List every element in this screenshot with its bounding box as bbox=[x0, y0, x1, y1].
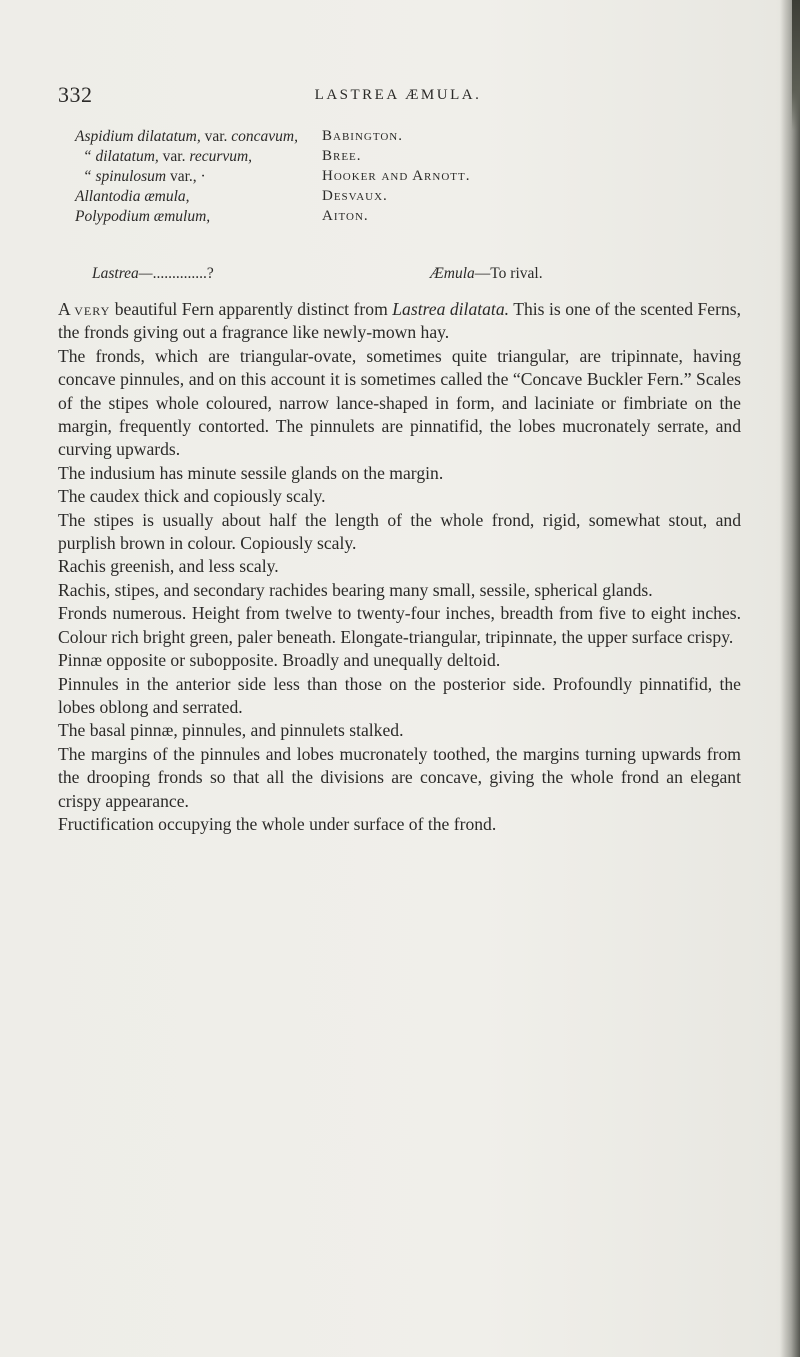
page-number: 332 bbox=[58, 82, 93, 107]
paragraph: The caudex thick and copiously scaly. bbox=[58, 486, 326, 507]
page-edge-dark bbox=[792, 0, 800, 130]
paragraph: Rachis, stipes, and secondary rachides bearing many small, sessile, spherical glands. bbox=[58, 579, 653, 600]
paragraph: Pinnules in the anterior side less than those on the posterior side. Profoundly pinnatifid, the lobes oblong and serrated. bbox=[58, 673, 741, 717]
paragraph: Rachis greenish, and less scaly. bbox=[58, 556, 279, 577]
synonym-row bbox=[75, 208, 755, 228]
paragraph: Fronds numerous. Height from twelve to twenty-four inches, breadth from five to eight inches. Colour rich bright green, paler beneath. Elongate-triangular, tripinnate, the upper surface crispy. bbox=[58, 603, 741, 647]
paragraph: The basal pinnæ, pinnules, and pinnulets stalked. bbox=[58, 720, 404, 741]
etymology-line bbox=[92, 265, 712, 289]
etymology-genus: Lastrea—..............? bbox=[92, 265, 214, 282]
page-edge-shadow bbox=[780, 0, 800, 1357]
paragraph: The fronds, which are triangular-ovate, sometimes quite triangular, are tripinnate, having concave pinnules, and on this account it is sometimes called the “Concave Buckler Fern.” Scales of the stipes whole coloured, narrow lance-shaped in form, and laciniate or fimbriate on the margin, frequently contorted. The pinnulets are pinnatifid, the lobes mucronately serrate, and curving upwards. bbox=[58, 345, 741, 460]
etymology-species: Æmula—To rival. bbox=[430, 265, 543, 282]
synonym-name: “ dilatatum, var. recurvum, bbox=[83, 148, 253, 165]
synonym-name: “ spinulosum var., · bbox=[83, 168, 206, 185]
paragraph: The indusium has minute sessile glands on the margin. bbox=[58, 462, 444, 483]
paragraph: Fructification occupying the whole under surface of the frond. bbox=[58, 813, 497, 834]
synonym-row bbox=[75, 128, 755, 148]
synonym-name: Polypodium æmulum, bbox=[75, 208, 211, 225]
synonym-row bbox=[75, 188, 755, 208]
synonym-author: Bree. bbox=[322, 148, 362, 164]
synonym-name: Allantodia æmula, bbox=[75, 188, 190, 205]
page-header bbox=[58, 82, 738, 112]
synonym-author: Desvaux. bbox=[322, 188, 388, 204]
synonym-name: Aspidium dilatatum, var. concavum, bbox=[75, 128, 299, 145]
synonym-list bbox=[75, 128, 755, 228]
paragraph: The margins of the pinnules and lobes mucronately toothed, the margins turning upwards from the drooping fronds so that all the divisions are concave, giving the whole frond an elegant crispy appearance. bbox=[58, 743, 741, 811]
description-body bbox=[58, 298, 741, 836]
synonym-row bbox=[75, 148, 755, 168]
synonym-author: Aiton. bbox=[322, 208, 369, 224]
synonym-author: Babington. bbox=[322, 128, 403, 144]
synonym-row bbox=[75, 168, 755, 188]
paragraph: Pinnæ opposite or subopposite. Broadly and unequally deltoid. bbox=[58, 650, 501, 671]
paragraph: The stipes is usually about half the length of the whole frond, rigid, somewhat stout, and purplish brown in colour. Copiously scaly. bbox=[58, 509, 741, 554]
synonym-author: Hooker and Arnott. bbox=[322, 168, 471, 184]
paragraph: A very beautiful Fern apparently distinct from Lastrea dilatata. This is one of the scented Ferns, the fronds giving out a fragrance like newly-mown hay. bbox=[58, 299, 741, 343]
running-head: LASTREA ÆMULA. bbox=[314, 87, 482, 103]
